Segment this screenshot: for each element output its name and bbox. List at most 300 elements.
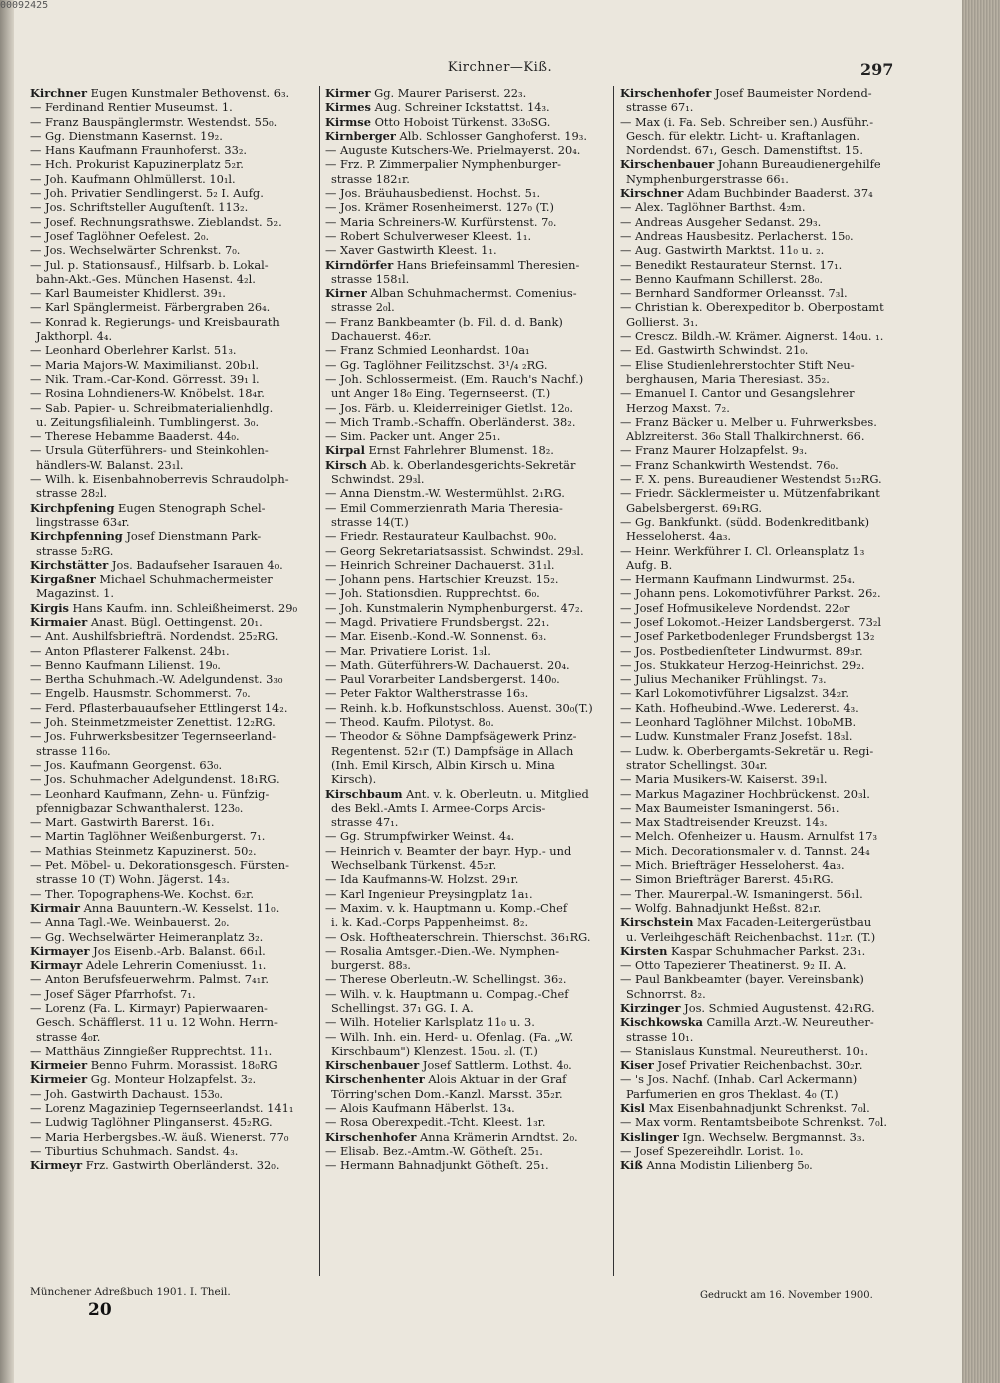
entry-surname: Kirschbaum [325,786,403,801]
entry-text: — Joh. Gastwirth Dachaust. 153₀. [30,1086,224,1101]
entry-text: — Georg Sekretariatsassist. Schwindst. 29₃l. [325,543,584,558]
entry-text: — Joh. Stationsdien. Rupprechtst. 6₀. [325,586,540,601]
entry-text: Benno Fuhrm. Morassist. 18₀RG [87,1058,278,1073]
directory-entry [620,686,906,700]
book-page-edges [962,0,1000,1383]
directory-entry [325,1130,611,1144]
directory-entry [325,358,611,372]
entry-text: u. Zeitungsfilialeinh. Tumblingerst. 3₀. [36,414,260,429]
directory-entry [325,901,611,915]
entry-text: strasse 4₀r. [36,1029,101,1044]
entry-text: — Friedr. Säcklermeister u. Mützenfabrikant [620,486,880,501]
entry-text: Gabelsbergerst. 69₁RG. [626,500,762,515]
entry-text: Eugen Kunstmaler Bethovenst. 6₃. [86,86,290,100]
entry-text: — Wilh. v. k. Hauptmann u. Compag.-Chef [325,986,569,1001]
directory-entry [620,901,906,915]
entry-surname: Kirmeier [30,1058,88,1073]
column-divider [613,86,614,1276]
directory-entry [325,629,611,643]
entry-text: — Jos. Stukkateur Herzog-Heinrichst. 29₂. [620,657,865,672]
directory-entry [620,887,906,901]
entry-text: strasse 28₂l. [36,486,108,501]
directory-entry [325,1001,611,1015]
directory-entry [620,529,906,543]
entry-text: — Auguste Kutschers-We. Prielmayerst. 20₄. [325,143,581,158]
directory-entry [325,1015,611,1029]
directory-entry [620,829,906,843]
directory-entry [620,100,906,114]
directory-entry [620,701,906,715]
entry-text: — Ludw. k. Oberbergamts-Sekretär u. Regi- [620,743,874,758]
directory-entry [620,944,906,958]
directory-entry [620,1072,906,1086]
entry-text: Kirsch). [331,772,377,787]
entry-text: — Heinr. Werkführer I. Cl. Orleansplatz 1₃ [620,543,865,558]
entry-text: Anna Krämerin Arndtst. 2₀. [416,1129,578,1144]
entry-text: Josef Privatier Reichenbachst. 30₂r. [653,1058,863,1073]
directory-entry [30,787,316,801]
entry-text: unt Anger 18₀ Eing. Tegernseerst. (T.) [331,386,551,401]
directory-entry [30,686,316,700]
directory-entry [620,658,906,672]
entry-text: — Rosina Lohndieners-W. Knöbelst. 18₄r. [30,386,265,401]
directory-entry [620,972,906,986]
entry-text: Schwindst. 29₃l. [331,472,425,487]
directory-entry [325,529,611,543]
entry-text: — Max (i. Fa. Seb. Schreiber sen.) Ausführ.- [620,114,874,129]
directory-entry [325,372,611,386]
entry-text: — Ed. Gastwirth Schwindst. 21₀. [620,343,809,358]
entry-text: — Ther. Maurerpal.-W. Ismaningerst. 56₁l. [620,886,863,901]
directory-column-2 [325,86,611,1173]
directory-entry [325,758,611,772]
directory-entry [325,844,611,858]
directory-entry [620,343,906,357]
directory-entry [325,544,611,558]
entry-text: — Benedikt Restaurateur Sternst. 17₁. [620,257,843,272]
entry-surname: Kirpal [325,443,365,458]
directory-entry [620,915,906,929]
entry-text: — Sim. Packer unt. Anger 25₁. [325,429,501,444]
entry-text: — Engelb. Hausmstr. Schommerst. 7₀. [30,686,251,701]
entry-text: u. Verleihgeschäft Reichenbachst. 11₂r. (T.) [626,929,876,944]
directory-entry [30,930,316,944]
entry-surname: Kirschner [620,186,684,201]
entry-text: — Emil Commerzienrath Maria Theresia- [325,500,563,515]
entry-text: strasse 10 (T) Wohn. Jägerst. 14₃. [36,872,230,887]
entry-text: Törring'schen Dom.-Kanzl. Marsst. 35₂r. [331,1086,563,1101]
directory-entry [30,1115,316,1129]
entry-text: — Otto Tapezierer Theatinerst. 9₂ II. A. [620,958,847,973]
directory-entry [325,243,611,257]
entry-text: Ernst Fahrlehrer Blumenst. 18₂. [364,443,554,458]
directory-entry [620,544,906,558]
entry-text: — Johann pens. Lokomotivführer Parkst. 26₂. [620,586,881,601]
directory-entry [30,1030,316,1044]
entry-surname: Kirzinger [620,1001,681,1015]
entry-text: — Anna Tagl.-We. Weinbauerst. 2₀. [30,915,230,930]
directory-entry [30,729,316,743]
entry-text: — Franz Maurer Holzapfelst. 9₃. [620,443,808,458]
directory-entry [30,100,316,114]
directory-entry [325,887,611,901]
entry-text: Ab. k. Oberlandesgerichts-Sekretär [366,457,576,472]
entry-text: — Jos. Kaufmann Georgenst. 63₀. [30,757,223,772]
entry-text: — Max Baumeister Ismaningerst. 56₁. [620,800,840,815]
entry-surname: Kirchpfenning [30,529,123,544]
directory-entry [30,744,316,758]
directory-entry [620,315,906,329]
entry-text: — Hermann Kaufmann Lindwurmst. 25₄. [620,572,856,587]
directory-entry [325,215,611,229]
footer-publication: Münchener Adreßbuch 1901. I. Theil. [30,1286,231,1298]
entry-text: — Mar. Privatiere Lorist. 1₃l. [325,643,491,658]
entry-text: — Therese Oberleutn.-W. Schellingst. 36₂. [325,972,567,987]
entry-text: — Math. Güterführers-W. Dachauerst. 20₄. [325,657,570,672]
entry-text: — Jos. Wechselwärter Schrenkst. 7₀. [30,243,241,258]
directory-entry [325,872,611,886]
entry-surname: Kirschenhenter [325,1072,425,1087]
entry-text: — Maria Musikers-W. Kaiserst. 39₁l. [620,772,828,787]
entry-text: — Theodor & Söhne Dampfsägewerk Prinz- [325,729,577,744]
entry-text: — Franz Schankwirth Westendst. 76₀. [620,457,839,472]
entry-text: — Christian k. Oberexpeditor b. Oberpostamt [620,300,884,315]
entry-text: — Ursula Güterführers- und Steinkohlen- [30,443,269,458]
directory-entry [620,1158,906,1172]
entry-text: Anna Bauuntern.-W. Kesselst. 11₀. [80,900,280,915]
directory-column-1 [30,86,316,1173]
entry-text: — Ferdinand Rentier Museumst. 1. [30,100,233,115]
entry-text: — Peter Faktor Waltherstrasse 16₃. [325,686,529,701]
entry-text: Kaspar Schuhmacher Parkst. 23₁. [667,943,866,958]
entry-text: — Wilh. Inh. ein. Herd- u. Ofenlag. (Fa. „W. [325,1029,574,1044]
entry-text: — Martin Taglöhner Weißenburgerst. 7₁. [30,829,266,844]
entry-text: — Crescz. Bildh.-W. Krämer. Aignerst. 14₀u. ₁. [620,329,884,344]
directory-entry [325,615,611,629]
directory-entry [620,200,906,214]
entry-text: — Tiburtius Schuhmach. Sandst. 4₃. [30,1143,239,1158]
directory-entry [30,915,316,929]
directory-entry [620,787,906,801]
directory-entry [30,486,316,500]
entry-text: — Mar. Eisenb.-Kond.-W. Sonnenst. 6₃. [325,629,547,644]
entry-text: — F. X. pens. Bureaudiener Westendst 5₁₂RG. [620,472,882,487]
scan-identifier: 00092425 [0,0,49,11]
directory-entry [620,472,906,486]
directory-entry [325,272,611,286]
directory-entry [620,858,906,872]
entry-surname: Kirmair [30,900,80,915]
directory-entry [30,157,316,171]
directory-entry [30,615,316,629]
entry-text: Herzog Maxst. 7₂. [626,400,730,415]
entry-text: — Andreas Ausgeher Sedanst. 29₃. [620,214,822,229]
entry-text: — Josef Spezereihdlr. Lorist. 1₀. [620,1143,804,1158]
directory-entry [30,772,316,786]
directory-entry [325,729,611,743]
directory-entry [620,586,906,600]
entry-text: — Anna Dienstm.-W. Westermühlst. 2₁RG. [325,486,565,501]
entry-text: Max Facaden-Leitergerüstbau [693,915,872,930]
directory-entry [325,1044,611,1058]
entry-text: strasse 5₂RG. [36,543,114,558]
entry-text: — Josef. Rechnungsrathswe. Zieblandst. 5₂. [30,214,282,229]
entry-text: strasse 67₁. [626,100,694,115]
directory-entry [325,1158,611,1172]
directory-entry [325,1058,611,1072]
directory-entry [30,272,316,286]
entry-surname: Kirschstein [620,915,694,930]
entry-text: — Hans Kaufmann Fraunhoferst. 33₂. [30,143,248,158]
directory-entry [30,958,316,972]
entry-text: Gg. Monteur Holzapfelst. 3₂. [87,1072,257,1087]
directory-entry [325,987,611,1001]
entry-text: lingstrasse 63₄r. [36,514,130,529]
directory-entry [325,143,611,157]
directory-entry [620,1101,906,1115]
entry-text: Josef Baumeister Nordend- [711,86,872,100]
directory-entry [620,501,906,515]
directory-entry [30,186,316,200]
entry-text: — Joh. Steinmetzmeister Zenettist. 12₂RG. [30,715,276,730]
entry-text: Camilla Arzt.-W. Neureuther- [702,1015,874,1030]
directory-entry [620,801,906,815]
directory-entry [325,715,611,729]
directory-entry [325,115,611,129]
directory-entry [30,501,316,515]
directory-entry [30,1087,316,1101]
entry-text: — Elisab. Bez.-Amtm.-W. Götheſt. 25₁. [325,1143,543,1158]
entry-text: — Gg. Taglöhner Feilitzschst. 3¹/₄ ₂RG. [325,357,548,372]
directory-entry [325,972,611,986]
entry-text: — Max Stadtreisender Kreuzst. 14₃. [620,815,828,830]
entry-text: — Ludw. Kunstmaler Franz Josefst. 18₃l. [620,729,853,744]
directory-entry [325,429,611,443]
directory-entry [325,915,611,929]
entry-text: — Robert Schulverweser Kleest. 1₁. [325,228,532,243]
entry-text: Josef Sattlerm. Lothst. 4₀. [419,1058,572,1073]
entry-text: — Heinrich v. Beamter der bayr. Hyp.- und [325,843,572,858]
entry-text: — Frz. P. Zimmerpalier Nymphenburger- [325,157,562,172]
entry-text: — Ferd. Pflasterbauaufseher Ettlingerst 14₂. [30,700,288,715]
directory-entry [30,1058,316,1072]
entry-text: — Gg. Strumpfwirker Weinst. 4₄. [325,829,515,844]
entry-surname: Kirmeier [30,1072,88,1087]
entry-text: — Mart. Gastwirth Barerst. 16₁. [30,815,215,830]
entry-text: Otto Hoboist Türkenst. 33₀SG. [370,114,551,129]
entry-text: Schnorrst. 8₂. [626,986,706,1001]
entry-text: — Jos. Krämer Rosenheimerst. 127₀ (T.) [325,200,554,215]
entry-text: — Gg. Dienstmann Kasernst. 19₂. [30,128,223,143]
directory-entry [30,429,316,443]
entry-surname: Kirmse [325,114,371,129]
directory-entry [30,529,316,543]
directory-entry [30,229,316,243]
entry-text: — Joh. Privatier Sendlingerst. 5₂ I. Aufg. [30,186,264,201]
directory-entry [325,601,611,615]
directory-entry [30,801,316,815]
entry-text: — Ida Kaufmanns-W. Holzst. 29₁r. [325,872,519,887]
directory-entry [325,157,611,171]
entry-text: Aug. Schreiner Ickstattst. 14₃. [370,100,550,115]
entry-text: — Jos. Postbedienſteter Lindwurmst. 89₃r. [620,643,863,658]
directory-entry [30,715,316,729]
directory-entry [30,86,316,100]
directory-entry [620,258,906,272]
directory-entry [620,729,906,743]
directory-entry [30,115,316,129]
directory-entry [620,143,906,157]
directory-entry [620,844,906,858]
entry-surname: Kirmes [325,100,371,115]
directory-entry [620,515,906,529]
entry-text: — Jos. Färb. u. Kleiderreiniger Gietlst. 12₀. [325,400,573,415]
directory-entry [325,772,611,786]
directory-entry [325,1072,611,1086]
entry-text: — Therese Hebamme Baaderst. 44₀. [30,429,240,444]
directory-entry [30,701,316,715]
entry-text: — Joh. Schlossermeist. (Em. Rauch's Nachf.) [325,371,584,386]
book-gutter-shadow [0,0,14,1383]
entry-surname: Kirschenhofer [620,86,712,100]
directory-entry [620,629,906,643]
entry-text: — Anton Berufsfeuerwehrm. Palmst. 7₄₁r. [30,972,269,987]
page-number: 297 [860,60,894,79]
entry-text: — Bertha Schuhmach.-W. Adelgundenst. 3₃₀ [30,672,283,687]
directory-entry [30,401,316,415]
directory-entry [30,901,316,915]
directory-entry [30,129,316,143]
entry-text: strasse 158₁l. [331,271,410,286]
entry-text: Anast. Bügl. Oettingenst. 20₁. [87,614,263,629]
directory-entry [30,258,316,272]
entry-surname: Kirschenhofer [325,1129,417,1144]
directory-entry [325,300,611,314]
directory-entry [30,415,316,429]
directory-entry [620,1001,906,1015]
directory-entry [30,386,316,400]
entry-text: — Franz Bauspänglermstr. Westendst. 55₀. [30,114,278,129]
directory-entry [325,586,611,600]
directory-entry [30,315,316,329]
directory-entry [620,172,906,186]
directory-entry [325,472,611,486]
entry-text: strasse 182₁r. [331,171,410,186]
directory-entry [620,744,906,758]
directory-entry [620,958,906,972]
directory-entry [30,758,316,772]
directory-entry [30,644,316,658]
entry-surname: Kirmer [325,86,371,100]
entry-text: — Mich. Decorationsmaler v. d. Tannst. 24₄ [620,843,870,858]
entry-text: — Friedr. Restaurateur Kaulbachst. 90₀. [325,529,557,544]
directory-entry [620,429,906,443]
entry-text: — Anton Pflasterer Falkenst. 24b₁. [30,643,230,658]
directory-entry [620,1130,906,1144]
entry-text: — Rosalia Amtsger.-Dien.-We. Nymphen- [325,943,560,958]
entry-text: burgerst. 88₃. [331,958,411,973]
entry-text: — Jos. Schriftsteller Auguſtenſt. 113₂. [30,200,249,215]
entry-text: — Mathias Steinmetz Kapuzinerst. 50₂. [30,843,257,858]
directory-entry [30,1158,316,1172]
directory-entry [325,458,611,472]
entry-text: — Markus Magaziner Hochbrückenst. 20₃l. [620,786,870,801]
entry-text: Anna Modistin Lilienberg 5₀. [642,1158,813,1173]
entry-text: — Franz Bäcker u. Melber u. Fuhrwerksbes. [620,414,877,429]
entry-text: Alb. Schlosser Ganghoferst. 19₃. [395,128,587,143]
entry-text: Michael Schuhmachermeister [95,572,273,587]
entry-surname: Kirschenbauer [620,157,715,172]
entry-text: Nordendst. 67₁, Gesch. Damenstiftst. 15. [626,143,863,158]
entry-text: Gesch. Schäfflerst. 11 u. 12 Wohn. Herrn- [36,1015,278,1030]
entry-text: Nymphenburgerstrasse 66₁. [626,171,789,186]
entry-surname: Kirchpfening [30,500,115,515]
entry-text: Kirschbaum") Klenzest. 15₀u. ₂l. (T.) [331,1043,538,1058]
entry-text: — Ther. Topographens-We. Kochst. 6₂r. [30,886,254,901]
directory-entry [30,1101,316,1115]
directory-entry [620,229,906,243]
entry-text: — 's Jos. Nachf. (Inhab. Carl Ackermann) [620,1072,858,1087]
directory-entry [325,930,611,944]
directory-entry [30,558,316,572]
entry-text: — Karl Spänglermeist. Färbergraben 26₄. [30,300,271,315]
entry-text: — Paul Vorarbeiter Landsbergerst. 140₀. [325,672,560,687]
entry-surname: Kirgaßner [30,572,96,587]
entry-text: strasse 2₀l. [331,300,395,315]
directory-entry [620,1087,906,1101]
entry-text: — Leonhard Oberlehrer Karlst. 51₃. [30,343,237,358]
entry-text: — Benno Kaufmann Schillerst. 28₀. [620,271,823,286]
directory-entry [30,1044,316,1058]
directory-entry [620,601,906,615]
directory-entry [325,343,611,357]
directory-entry [325,415,611,429]
entry-text: bahn-Akt.-Ges. München Hasenst. 4₂l. [36,271,256,286]
entry-text: — Josef Säger Pfarrhofst. 7₁. [30,986,196,1001]
entry-text: — Emanuel I. Cantor und Gesangslehrer [620,386,855,401]
directory-entry [620,815,906,829]
entry-text: Ablzreiterst. 36₀ Stall Thalkirchnerst. 66. [626,429,865,444]
directory-entry [620,987,906,1001]
directory-entry [325,386,611,400]
entry-text: i. k. Kad.-Corps Pappenheimst. 8₂. [331,915,529,930]
entry-text: Hesseloherst. 4a₃. [626,529,732,544]
directory-entry [30,672,316,686]
directory-entry [30,987,316,1001]
entry-text: Ant. v. k. Oberleutn. u. Mitglied [402,786,589,801]
entry-surname: Kislinger [620,1129,679,1144]
entry-text: — Gg. Wechselwärter Heimeranplatz 3₂. [30,929,264,944]
directory-entry [325,200,611,214]
footer-print-date: Gedruckt am 16. November 1900. [700,1290,873,1301]
directory-entry [325,644,611,658]
entry-text: Schellingst. 37₁ GG. I. A. [331,1001,474,1015]
directory-entry [30,143,316,157]
directory-entry [325,572,611,586]
directory-column-3 [620,86,906,1173]
directory-entry [325,944,611,958]
entry-surname: Kirndörfer [325,257,394,272]
directory-entry [620,486,906,500]
entry-text: Eugen Stenograph Schel- [114,500,266,515]
directory-entry [30,629,316,643]
directory-entry [30,300,316,314]
entry-text: Hans Kaufm. inn. Schleißheimerst. 29₀ [68,600,298,615]
entry-text: — Max vorm. Rentamtsbeibote Schrenkst. 7₀l. [620,1115,887,1130]
entry-text: Gesch. für elektr. Licht- u. Kraftanlagen. [626,128,860,143]
entry-text: — Joh. Kunstmalerin Nymphenburgerst. 47₂. [325,600,584,615]
entry-text: — Leonhard Taglöhner Milchst. 10b₀MB. [620,715,857,730]
